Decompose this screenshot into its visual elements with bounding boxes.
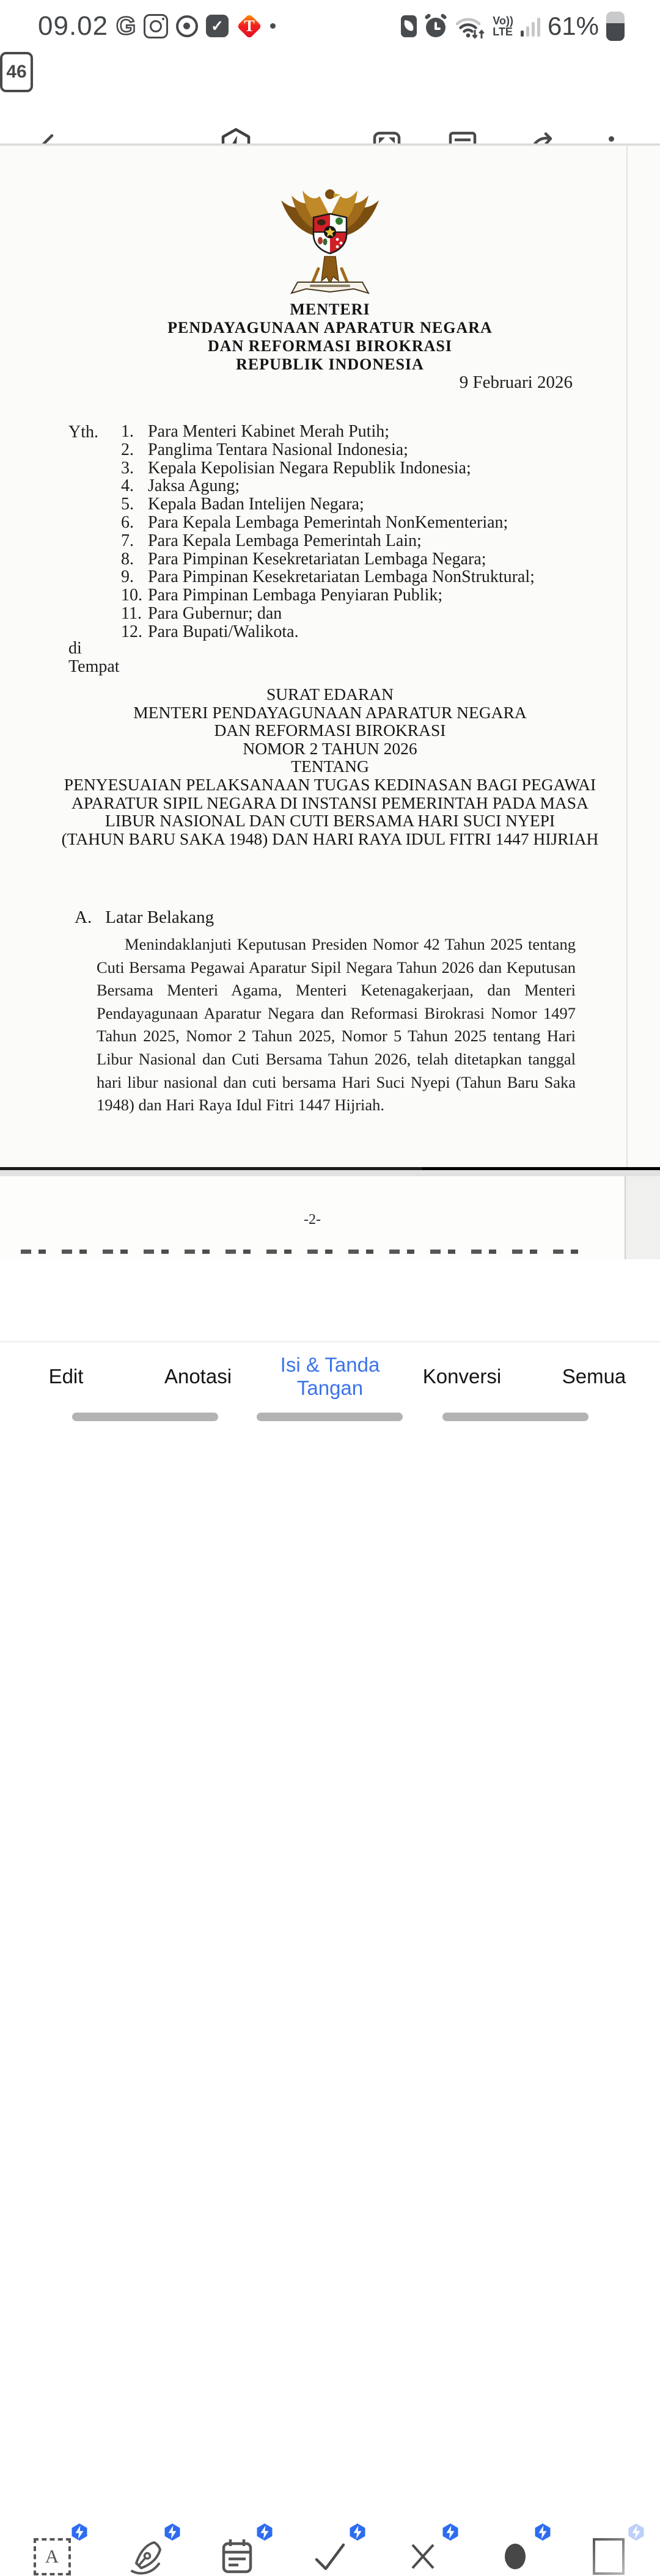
ai-badge [443,2523,458,2541]
wifi-arrows-icon [455,13,485,40]
recipients-list [121,423,605,641]
nav-recent-button[interactable] [72,1413,218,1421]
document-page-2 [0,1176,626,1261]
signal-bars-icon [521,16,540,37]
text-select-tool[interactable] [32,2537,72,2576]
top-toolbar [0,52,660,144]
list-item: 10. Para Pimpinan Lembaga Penyiaran Publik; [121,586,443,605]
page-count-badge[interactable]: 46 [0,52,33,92]
nav-home-button[interactable] [257,1413,403,1421]
check-square-icon: ✓ [206,15,229,37]
t-diamond-icon: T [237,13,262,39]
ai-badge-light [629,2523,644,2541]
list-item: 5. Kepala Badan Intelijen Negara; [121,495,364,514]
form-fill-icon [221,2538,254,2575]
status-time: 09.02 [38,10,109,41]
battery-percent: 61% [547,11,599,40]
android-nav-bar [0,1411,660,1429]
list-item: 12. Para Bupati/Walikota. [121,622,299,641]
garuda-emblem [276,178,384,299]
rectangle-tool[interactable] [589,2537,628,2576]
circle-dot-icon [176,15,198,37]
tab-konversi[interactable]: Konversi [422,1365,502,1388]
overflow-dot-icon [270,23,276,29]
page2-margin [626,1176,660,1261]
ai-badge [535,2523,551,2541]
list-item: 3. Kepala Kepolisian Negara Republik Indonesia; [121,458,471,478]
list-item: 11. Para Gubernur; dan [121,603,282,623]
nav-back-button[interactable] [442,1413,588,1421]
checkmark-icon [313,2541,347,2572]
ai-badge [165,2523,180,2541]
list-item: 9. Para Pimpinan Kesekretariatan Lembaga NonStruktural; [121,567,535,587]
tab-isi-tanda-tangan[interactable]: Isi & Tanda Tangan [280,1353,380,1399]
ai-badge [72,2523,87,2541]
volte-label: Vo)) LTE [493,14,513,38]
ai-badge [350,2523,365,2541]
section-a-heading: A. Latar Belakang [75,908,215,927]
document-page-1 [0,146,660,1167]
di-tempat: di Tempat [68,639,120,676]
status-bar [0,0,660,52]
cutoff-text-line [21,1250,582,1254]
letter-subject: SURAT EDARAN MENTERI PENDAYAGUNAAN APARATUR NEGARA DAN REFORMASI BIROKRASI NOMOR 2 TAHUN 2026 TENTANG PENYESUAIAN PELAKSANAAN TUGAS KEDINASAN BAGI PEGAWAI APARATUR SIPIL NEGARA DI INSTANSI PEMERINTAH PADA MASA LIBUR NASIONAL DAN CUTI BERSAMA HARI SUCI NYEPI (TAHUN BARU SAKA 1948) DAN HARI RAYA IDUL FITRI 1447 HIJRIAH [61,685,599,848]
tab-anotasi[interactable]: Anotasi [164,1365,232,1388]
ai-badge [257,2523,273,2541]
list-item: 4. Jaksa Agung; [121,476,240,496]
instagram-icon [144,14,168,38]
tab-semua[interactable]: Semua [562,1365,626,1388]
signature-pen-tool[interactable] [125,2537,164,2576]
section-a-paragraph: Menindaklanjuti Keputusan Presiden Nomor 42 Tahun 2025 tentang Cuti Bersama Pegawai Aparatur Sipil Negara Tahun 2026 dan Keputusan Bersama Menteri Agama, Menteri Ketenagakerjaan, dan Menteri Pendayagunaan Aparatur Negara dan Reformasi Birokrasi Nomor 1497 Tahun 2025, Nomor 2 Tahun 2025, Nomor 5 Tahun 2025 tentang Hari Libur Nasional dan Cuti Bersama Tahun 2026, telah ditetapkan tanggal hari libur nasional dan cuti bersama Hari Suci Nyepi (Tahun Baru Saka 1948) dan Hari Raya Idul Fitri 1447 Hijriah. [97,935,576,1115]
document-viewport[interactable] [0,144,660,1261]
letterhead: MENTERI PENDAYAGUNAAN APARATUR NEGARA DAN REFORMASI BIROKRASI REPUBLIK INDONESIA [167,300,493,373]
page-fold-line [626,146,628,1167]
google-icon: G [116,12,136,40]
page-gap [0,1170,660,1176]
bottom-tab-bar [0,1342,660,1411]
dot-tool[interactable] [496,2537,535,2576]
dot-icon [505,2544,526,2569]
cross-icon [408,2541,438,2572]
alarm-icon [424,15,447,38]
rectangle-icon [593,2538,625,2575]
signature-pen-icon [126,2538,164,2575]
tab-edit[interactable]: Edit [48,1365,84,1388]
page-number: -2- [304,1212,321,1228]
battery-saver-icon [401,15,417,37]
list-item: 7. Para Kepala Lembaga Pemerintah Lain; [121,531,422,550]
list-item: 8. Para Pimpinan Kesekretariatan Lembaga Negara; [121,549,486,569]
recipients-label: Yth. [68,423,98,442]
cross-tool[interactable] [403,2537,442,2576]
battery-icon [606,12,625,41]
form-fill-tool[interactable] [218,2537,257,2576]
letter-date: 9 Februari 2026 [459,373,573,392]
checkmark-tool[interactable] [310,2537,350,2576]
list-item: 6. Para Kepala Lembaga Pemerintah NonKementerian; [121,512,508,532]
list-item: 1. Para Menteri Kabinet Merah Putih; [121,422,390,441]
list-item: 2. Panglima Tentara Nasional Indonesia; [121,440,408,459]
text-select-icon: A [34,2538,71,2575]
